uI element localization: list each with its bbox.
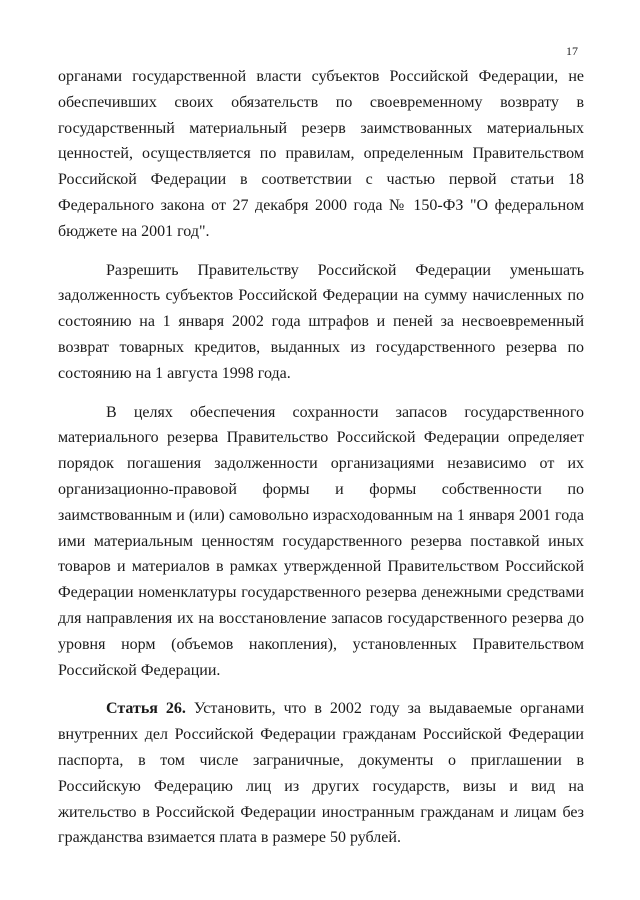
paragraph-gap <box>58 245 584 258</box>
article-26-label: Статья 26. <box>106 700 186 718</box>
paragraph-article-26 <box>58 696 584 851</box>
page-number: 17 <box>566 44 578 58</box>
paragraph-gap <box>58 683 584 696</box>
paragraph-continuation: органами государственной власти субъектов Российской Федерации, не обеспечивших своих обязательств по своевременному возврату в государственный материальный резерв заимствованных материальных ценностей, осуществляется по правилам, определенным Правительством Российской Федерации в соответствии с частью первой статьи 18 Федерального закона от 27 декабря 2000 года № 150-ФЗ "О федеральном бюджете на 2001 год". <box>58 68 584 240</box>
paragraph-reserve-safety: В целях обеспечения сохранности запасов государственного материального резерва Правительство Российской Федерации определяет порядок погашения задолженности организациями независимо от их организационно-правовой формы и формы собственности по заимствованным и (или) самовольно израсходованным на 1 января 2001 года ими материальным ценностям государственного резерва поставкой иных товаров и материалов в рамках утвержденной Правительством Российской Федерации номенклатуры государственного резерва денежными средствами для направления их на восстановление запасов государственного резерва до уровня норм (объемов накопления), установленных Правительством Российской Федерации. <box>58 403 584 679</box>
article-26-text: Установить, что в 2002 году за выдаваемые органами внутренних дел Российской Федерации гражданам Российской Федерации паспорта, в том числе заграничные, документы о приглашении в Российскую Федерацию лиц из других государств, визы и вид на жительство в Российской Федерации иностранным гражданам и лицам без гражданства взимается плата в размере 50 рублей. <box>58 700 585 847</box>
document-body <box>58 64 584 851</box>
paragraph-debt-reduction: Разрешить Правительству Российской Федерации уменьшать задолженность субъектов Российской Федерации на сумму начисленных по состоянию на 1 января 2002 года штрафов и пеней за несвоевременный возврат товарных кредитов, выданных из государственного резерва по состоянию на 1 августа 1998 года. <box>58 261 584 382</box>
paragraph-gap <box>58 387 584 400</box>
